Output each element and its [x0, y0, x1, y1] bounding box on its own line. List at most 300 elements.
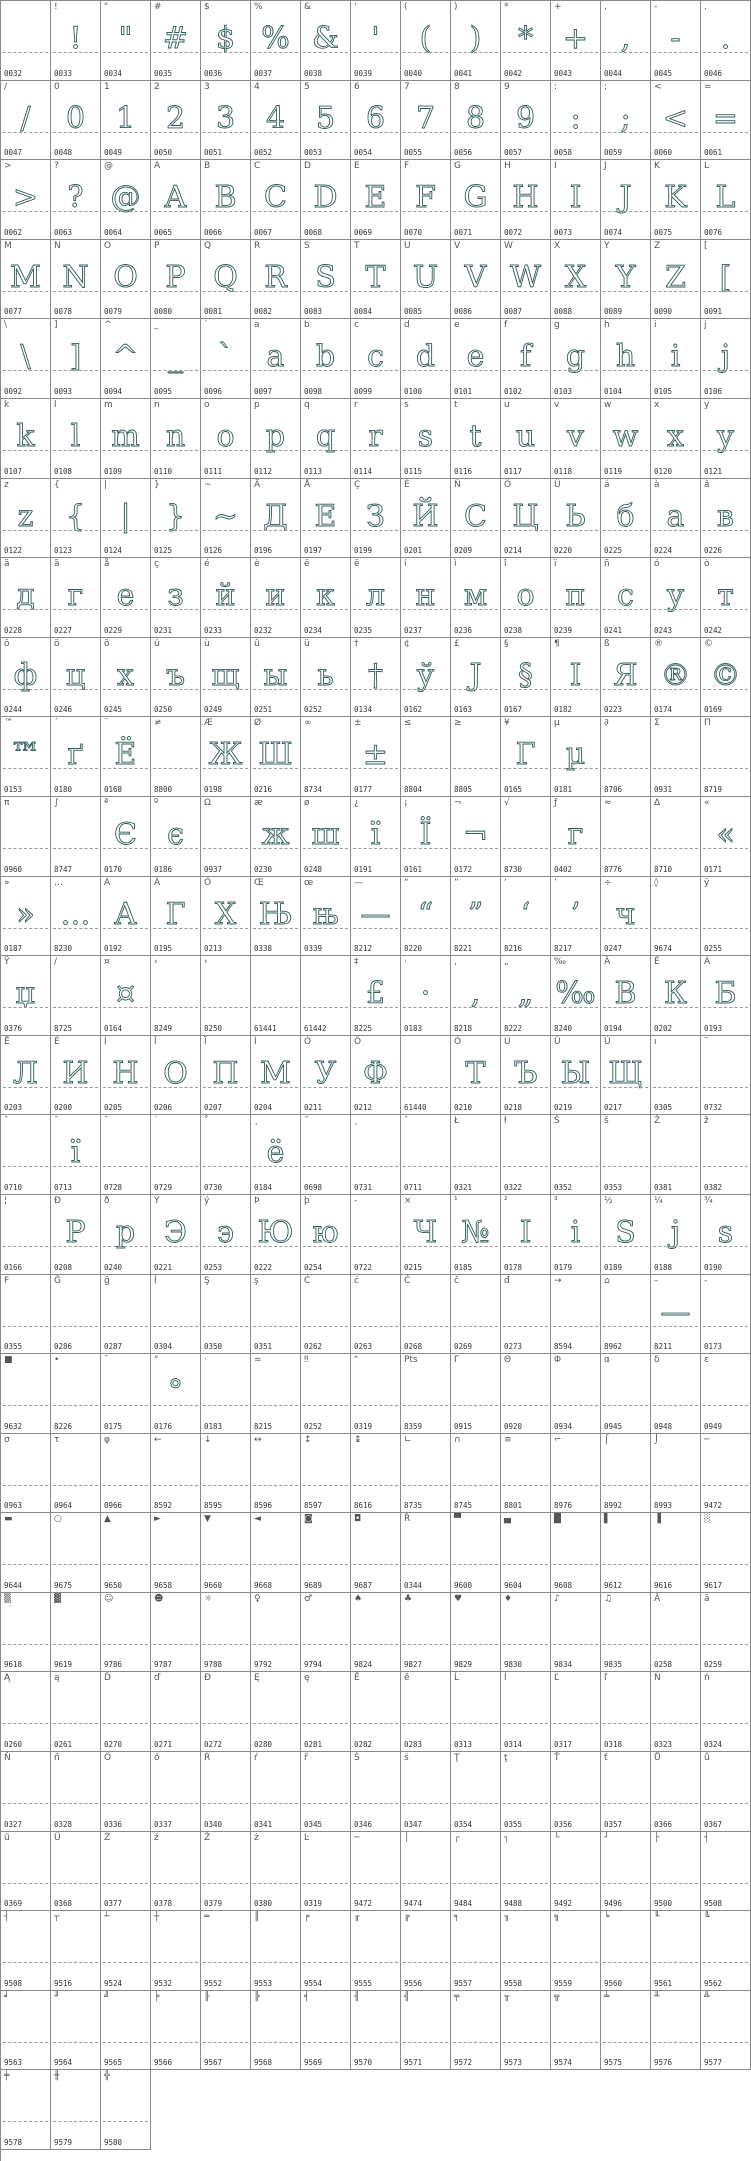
baseline-rule — [353, 1246, 398, 1247]
char-code: 0105 — [654, 386, 673, 396]
key-label: i — [654, 320, 657, 331]
glyph-preview: І — [569, 657, 582, 693]
baseline-rule — [3, 530, 48, 531]
glyph-cell — [701, 1513, 751, 1593]
baseline-rule — [53, 1723, 98, 1724]
key-label: ╩ — [704, 1991, 710, 2002]
baseline-rule — [153, 1246, 198, 1247]
glyph-preview: d — [415, 339, 436, 375]
char-code: 0317 — [554, 1740, 573, 1750]
glyph-preview — [151, 1291, 200, 1335]
baseline-rule — [3, 1485, 48, 1486]
baseline-rule — [353, 1405, 398, 1406]
glyph-cell — [1, 399, 51, 479]
glyph-preview — [651, 1609, 700, 1653]
glyph-preview: Л — [12, 1055, 39, 1091]
glyph-preview: 0 — [65, 100, 86, 136]
glyph-preview — [1, 1529, 50, 1573]
baseline-rule — [53, 1644, 98, 1645]
char-code: 0246 — [54, 705, 73, 715]
key-label: \ — [4, 320, 8, 331]
key-label: Ň — [4, 1753, 11, 1764]
key-label: í — [404, 559, 407, 570]
glyph-cell — [351, 1672, 401, 1752]
key-label: 8 — [454, 81, 460, 92]
glyph-cell — [401, 638, 451, 718]
baseline-rule — [703, 1564, 748, 1565]
key-label: , — [604, 2, 607, 12]
glyph-preview — [601, 2007, 650, 2051]
glyph-preview: Я — [613, 657, 638, 693]
glyph-cell — [651, 1593, 701, 1673]
key-label: τ — [54, 1434, 60, 1445]
key-label: π — [4, 797, 10, 808]
key-label: | — [104, 479, 108, 490]
char-code: 0163 — [454, 705, 473, 715]
key-label: ╙ — [654, 1912, 660, 1923]
key-label: ╬ — [104, 2071, 110, 2082]
char-code: 0056 — [454, 148, 473, 158]
glyph-preview: і — [570, 1214, 581, 1250]
glyph-cell — [201, 1513, 251, 1593]
baseline-rule — [103, 1326, 148, 1327]
glyph-cell — [1, 1036, 51, 1116]
key-label: ∩ — [454, 1434, 461, 1445]
char-code: 0081 — [204, 307, 223, 317]
key-label: Ź — [104, 1832, 111, 1843]
baseline-rule — [153, 1803, 198, 1804]
baseline-rule — [353, 1803, 398, 1804]
char-code: 8220 — [404, 944, 423, 954]
key-label: á — [604, 479, 610, 490]
key-label: ’ — [554, 877, 557, 888]
glyph-cell — [51, 1275, 101, 1355]
glyph-preview — [551, 1529, 600, 1573]
char-code: 0247 — [604, 944, 623, 954]
baseline-rule — [653, 848, 698, 849]
char-code: 9554 — [304, 1978, 323, 1988]
glyph-cell — [1, 1115, 51, 1195]
glyph-preview: : — [570, 100, 581, 136]
char-code: 0711 — [404, 1182, 423, 1192]
baseline-rule — [653, 1883, 698, 1884]
key-label: ì — [454, 559, 457, 570]
glyph-preview: ‰ — [555, 976, 596, 1012]
char-code: 0166 — [4, 1262, 23, 1272]
glyph-preview: ў — [416, 657, 435, 693]
glyph-preview: є — [167, 816, 184, 852]
char-code: 0281 — [304, 1740, 323, 1750]
key-label: Y — [604, 240, 610, 251]
char-code: 0949 — [704, 1421, 723, 1431]
glyph-preview — [651, 1688, 700, 1732]
glyph-preview — [401, 1609, 450, 1653]
baseline-rule — [403, 1644, 448, 1645]
baseline-rule — [303, 1405, 348, 1406]
key-label: ¹ — [454, 1195, 458, 1206]
key-label: j — [704, 320, 707, 331]
glyph-cell — [101, 2070, 151, 2150]
key-label: ‘ — [504, 877, 507, 888]
char-code: 0186 — [154, 864, 173, 874]
char-code: 0183 — [404, 1023, 423, 1033]
char-code: 9824 — [354, 1660, 373, 1670]
glyph-cell — [101, 1991, 151, 2071]
glyph-preview: Б — [714, 976, 737, 1012]
char-code: 0091 — [704, 307, 723, 317]
key-label: Ñ — [454, 479, 461, 490]
key-label: ø — [304, 797, 310, 808]
glyph-preview — [51, 1768, 100, 1812]
key-label: ÷ — [604, 877, 612, 888]
char-code: 0282 — [354, 1740, 373, 1750]
glyph-preview — [451, 733, 500, 777]
glyph-cell — [401, 797, 451, 877]
glyph-preview — [701, 1370, 750, 1414]
key-label: ï — [554, 559, 557, 570]
glyph-cell — [351, 1593, 401, 1673]
baseline-rule — [503, 768, 548, 769]
baseline-rule — [53, 1326, 98, 1327]
char-code: 9689 — [304, 1580, 323, 1590]
key-label: Ü — [554, 479, 561, 490]
glyph-preview: L — [715, 180, 736, 216]
glyph-preview: 9 — [515, 100, 536, 136]
glyph-preview — [451, 1291, 500, 1335]
key-label: A — [154, 161, 161, 172]
glyph-preview: P — [165, 259, 186, 295]
glyph-preview: ‘ — [520, 896, 531, 932]
char-code: 0327 — [4, 1819, 23, 1829]
char-code: 0217 — [604, 1103, 623, 1113]
key-label: † — [354, 638, 359, 649]
key-label: ╞ — [154, 1991, 160, 2002]
glyph-preview — [651, 1131, 700, 1175]
glyph-cell — [451, 797, 501, 877]
baseline-rule — [553, 1723, 598, 1724]
glyph-cell — [201, 1752, 251, 1832]
glyph-cell — [701, 479, 751, 559]
key-label: ≤ — [404, 718, 412, 729]
glyph-cell — [701, 1832, 751, 1912]
key-label: Ê — [654, 957, 660, 968]
char-code: 0114 — [354, 466, 373, 476]
key-label: @ — [104, 161, 113, 172]
key-label: Ŀ — [304, 1832, 310, 1843]
baseline-rule — [303, 689, 348, 690]
baseline-rule — [353, 689, 398, 690]
baseline-rule — [403, 1087, 448, 1088]
key-label: ◘ — [354, 1514, 362, 1525]
baseline-rule — [453, 848, 498, 849]
key-label: X — [554, 240, 561, 251]
baseline-rule — [203, 1485, 248, 1486]
char-code: 0243 — [654, 625, 673, 635]
char-code: 0103 — [554, 386, 573, 396]
key-label: ║ — [254, 1912, 260, 1923]
baseline-rule — [353, 291, 398, 292]
char-code: 9827 — [404, 1660, 423, 1670]
glyph-cell — [451, 717, 501, 797]
baseline-rule — [453, 1723, 498, 1724]
char-code: 0212 — [354, 1103, 373, 1113]
char-code: 8735 — [404, 1501, 423, 1511]
glyph-preview: < — [662, 100, 689, 136]
key-label: Σ — [654, 718, 660, 729]
key-label: ≥ — [454, 718, 462, 729]
baseline-rule — [253, 1326, 298, 1327]
glyph-preview — [501, 1688, 550, 1732]
baseline-rule — [103, 370, 148, 371]
char-code: 0043 — [554, 68, 573, 78]
glyph-cell — [51, 399, 101, 479]
glyph-cell — [601, 1354, 651, 1434]
baseline-rule — [203, 1087, 248, 1088]
glyph-preview — [101, 1291, 150, 1335]
char-code: 9508 — [704, 1899, 723, 1909]
glyph-preview — [651, 1768, 700, 1812]
baseline-rule — [103, 2042, 148, 2043]
baseline-rule — [453, 1326, 498, 1327]
glyph-preview — [501, 1131, 550, 1175]
glyph-cell — [551, 877, 601, 957]
baseline-rule — [553, 1007, 598, 1008]
glyph-preview: н — [415, 578, 436, 614]
glyph-preview: · — [420, 976, 431, 1012]
glyph-preview — [1, 1927, 50, 1971]
baseline-rule — [203, 1326, 248, 1327]
glyph-preview — [551, 1450, 600, 1494]
char-code: 0934 — [554, 1421, 573, 1431]
baseline-rule — [203, 132, 248, 133]
char-code: 0053 — [304, 148, 323, 158]
glyph-preview — [351, 1609, 400, 1653]
char-code: 0252 — [304, 705, 323, 715]
char-code: 0283 — [404, 1740, 423, 1750]
glyph-cell — [1, 479, 51, 559]
glyph-preview — [101, 1370, 150, 1414]
glyph-cell — [351, 319, 401, 399]
key-label: Ě — [354, 1673, 360, 1684]
glyph-preview — [351, 1848, 400, 1892]
key-label: ┌ — [454, 1832, 460, 1843]
glyph-cell — [251, 638, 301, 718]
glyph-preview — [101, 1609, 150, 1653]
char-code: 0082 — [254, 307, 273, 317]
key-label: ź — [154, 1832, 159, 1843]
baseline-rule — [53, 2121, 98, 2122]
key-label: x — [654, 399, 660, 410]
char-code: 0088 — [554, 307, 573, 317]
glyph-cell — [101, 1195, 151, 1275]
glyph-cell — [151, 319, 201, 399]
key-label: ╗ — [554, 1912, 560, 1923]
key-label: ™ — [4, 718, 13, 729]
baseline-rule — [3, 2042, 48, 2043]
glyph-preview: § — [518, 657, 533, 693]
glyph-cell — [601, 1832, 651, 1912]
glyph-preview: а — [666, 498, 685, 534]
char-code: 0328 — [54, 1819, 73, 1829]
char-code: 8212 — [354, 944, 373, 954]
baseline-rule — [703, 1166, 748, 1167]
baseline-rule — [153, 1644, 198, 1645]
glyph-cell — [601, 956, 651, 1036]
key-label: ½ — [604, 1195, 613, 1206]
key-label: Ď — [104, 1673, 111, 1684]
key-label: Å — [304, 479, 311, 490]
glyph-cell — [701, 558, 751, 638]
key-label: ż — [254, 1832, 259, 1843]
baseline-rule — [303, 52, 348, 53]
baseline-rule — [503, 530, 548, 531]
baseline-rule — [103, 2121, 148, 2122]
glyph-cell — [501, 877, 551, 957]
glyph-cell — [601, 717, 651, 797]
baseline-rule — [203, 1883, 248, 1884]
key-label: Ÿ — [4, 957, 10, 968]
glyph-preview: g — [565, 339, 586, 375]
glyph-preview — [101, 1768, 150, 1812]
baseline-rule — [403, 52, 448, 53]
glyph-cell — [301, 1513, 351, 1593]
key-label: õ — [104, 638, 110, 649]
key-label: Î — [154, 1036, 157, 1047]
baseline-rule — [703, 1803, 748, 1804]
baseline-rule — [603, 928, 648, 929]
char-code: 0381 — [654, 1182, 673, 1192]
glyph-preview: + — [562, 21, 589, 56]
char-code: 0193 — [704, 1023, 723, 1033]
glyph-preview: О — [163, 1055, 188, 1091]
glyph-preview: U — [412, 259, 439, 295]
glyph-preview: x — [667, 418, 684, 454]
glyph-preview — [201, 1927, 250, 1971]
key-label: þ — [304, 1195, 310, 1206]
glyph-preview — [51, 2007, 100, 2051]
key-label: ⌡ — [654, 1434, 659, 1445]
glyph-cell — [101, 1832, 151, 1912]
glyph-preview — [301, 1848, 350, 1892]
glyph-preview — [451, 1848, 500, 1892]
glyph-preview — [1, 1688, 50, 1732]
glyph-cell — [351, 558, 401, 638]
baseline-rule — [553, 1246, 598, 1247]
char-code: 0213 — [204, 944, 223, 954]
glyph-preview: N — [62, 259, 89, 295]
glyph-preview — [501, 1529, 550, 1573]
glyph-preview — [701, 1768, 750, 1812]
glyph-cell — [551, 1832, 601, 1912]
key-label: ◄ — [254, 1514, 261, 1525]
glyph-cell — [651, 1513, 701, 1593]
glyph-cell — [401, 1991, 451, 2071]
key-label: Π — [704, 718, 711, 729]
glyph-preview: ® — [660, 657, 691, 693]
baseline-rule — [253, 1883, 298, 1884]
glyph-cell — [601, 479, 651, 559]
glyph-cell — [201, 956, 251, 1036]
char-code: 9608 — [554, 1580, 573, 1590]
key-label: ^ — [104, 320, 112, 331]
baseline-rule — [103, 1405, 148, 1406]
char-code: 0376 — [4, 1023, 23, 1033]
baseline-rule — [303, 928, 348, 929]
char-code: 0249 — [204, 705, 223, 715]
glyph-preview — [101, 1848, 150, 1892]
baseline-rule — [253, 928, 298, 929]
glyph-cell — [151, 1434, 201, 1514]
char-code: 0245 — [104, 705, 123, 715]
key-label: ” — [454, 877, 459, 888]
glyph-preview — [301, 1131, 350, 1175]
key-label: ┤ — [4, 1912, 10, 1923]
glyph-preview: r — [368, 418, 383, 454]
key-label: ¸ — [254, 1116, 259, 1127]
glyph-cell — [501, 1752, 551, 1832]
baseline-rule — [503, 609, 548, 610]
char-code: 0254 — [304, 1262, 323, 1272]
baseline-rule — [203, 530, 248, 531]
key-label: ╓ — [354, 1912, 360, 1923]
baseline-rule — [703, 2042, 748, 2043]
key-label: Õ — [204, 877, 212, 888]
glyph-preview — [651, 1450, 700, 1494]
baseline-rule — [153, 689, 198, 690]
char-code: 9552 — [204, 1978, 223, 1988]
baseline-rule — [253, 132, 298, 133]
char-code: 0049 — [104, 148, 123, 158]
glyph-preview: k — [16, 418, 35, 454]
char-code: 9687 — [354, 1580, 373, 1590]
baseline-rule — [353, 848, 398, 849]
glyph-preview: / — [20, 100, 31, 136]
baseline-rule — [103, 1485, 148, 1486]
char-code: 0101 — [454, 386, 473, 396]
glyph-cell — [351, 479, 401, 559]
glyph-preview — [651, 1848, 700, 1892]
key-label: Ω — [204, 797, 211, 808]
key-label: 1 — [104, 81, 110, 92]
baseline-rule — [403, 1803, 448, 1804]
glyph-preview: е — [116, 578, 135, 614]
glyph-cell — [601, 1434, 651, 1514]
baseline-rule — [53, 370, 98, 371]
glyph-cell — [201, 638, 251, 718]
key-label: Ű — [54, 1832, 61, 1843]
baseline-rule — [303, 450, 348, 451]
key-label: ő — [154, 1753, 160, 1764]
char-code: 0058 — [554, 148, 573, 158]
glyph-preview — [651, 813, 700, 857]
key-label: ┤ — [704, 1832, 710, 1843]
baseline-rule — [503, 928, 548, 929]
glyph-cell — [401, 1036, 451, 1116]
key-label: b — [304, 320, 310, 331]
baseline-rule — [53, 928, 98, 929]
key-label: ∞ — [304, 718, 312, 729]
key-label: Æ — [204, 718, 213, 729]
glyph-cell — [1, 956, 51, 1036]
glyph-preview — [501, 1370, 550, 1414]
glyph-preview — [601, 1768, 650, 1812]
glyph-preview: u — [515, 418, 536, 454]
glyph-preview — [501, 1609, 550, 1653]
glyph-preview — [201, 1370, 250, 1414]
baseline-rule — [653, 132, 698, 133]
key-label: ô — [4, 638, 10, 649]
glyph-cell — [401, 558, 451, 638]
